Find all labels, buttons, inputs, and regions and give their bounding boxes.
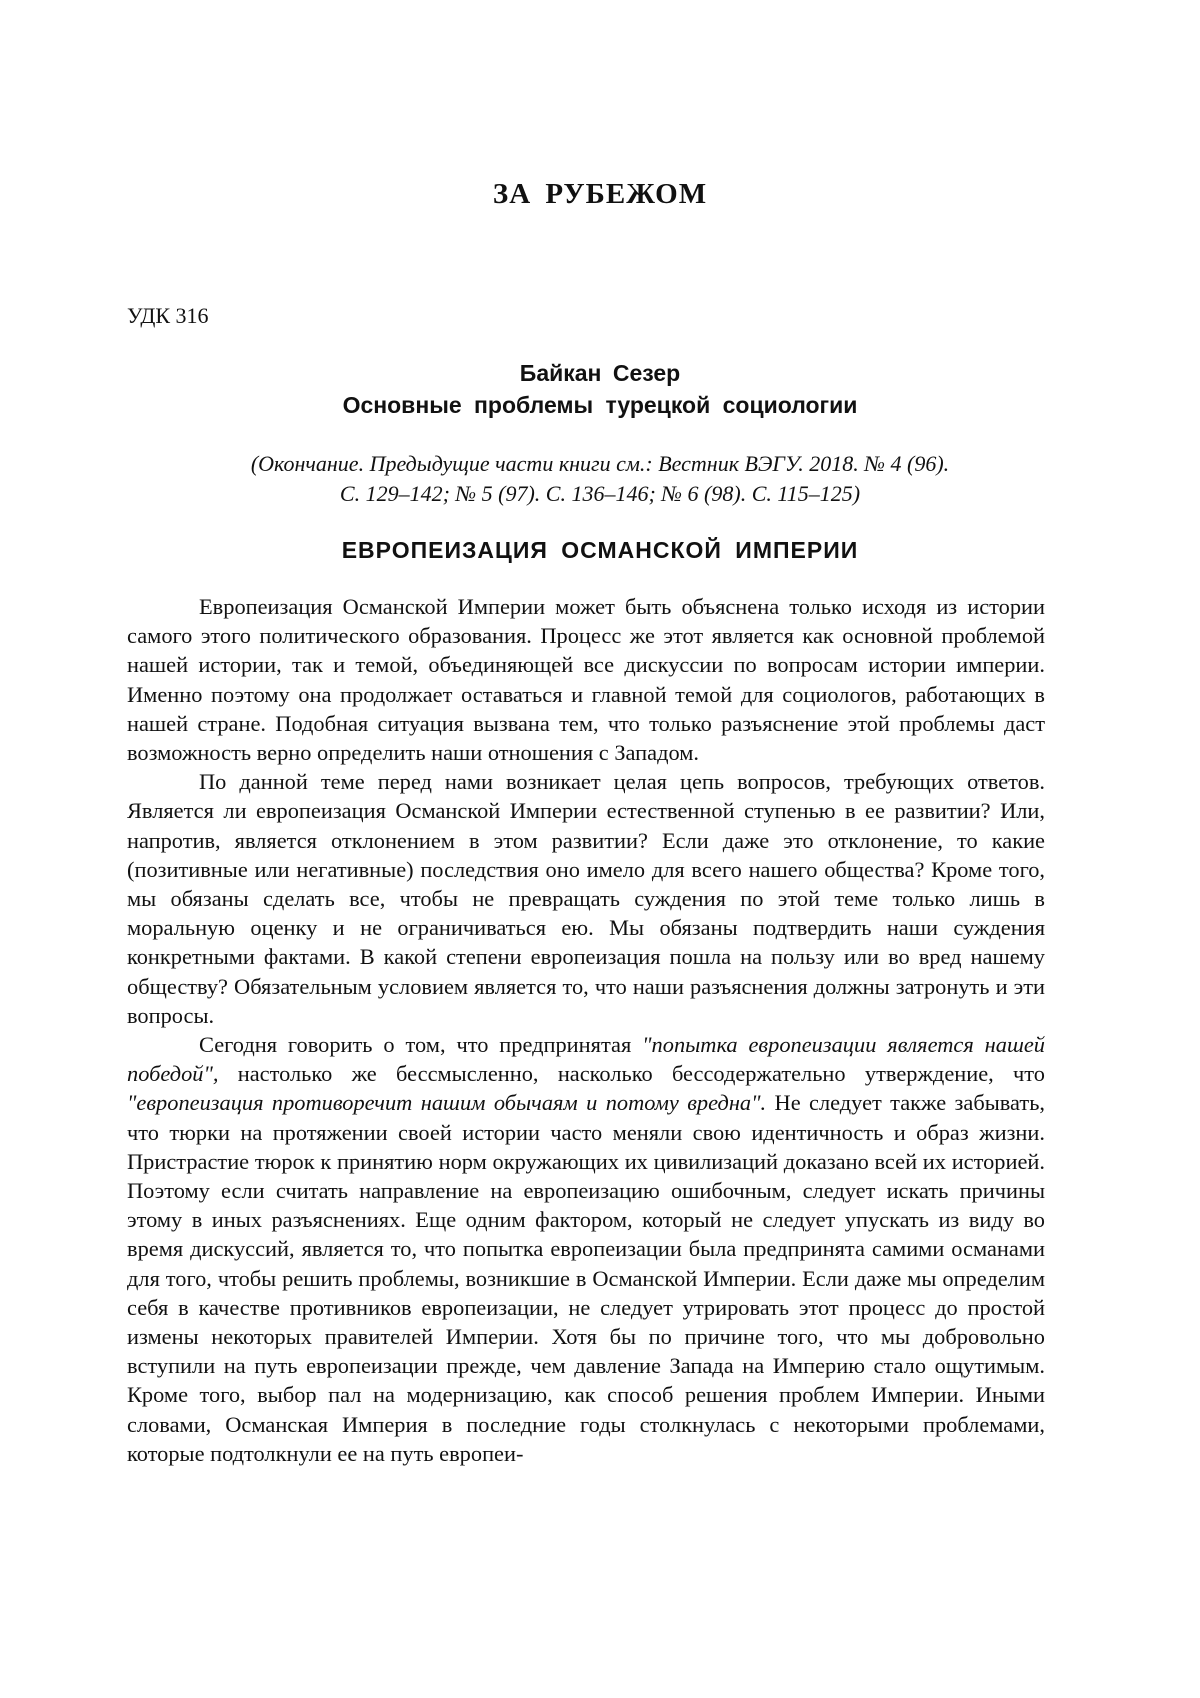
chapter-title: ЕВРОПЕИЗАЦИЯ ОСМАНСКОЙ ИМПЕРИИ: [341, 537, 859, 563]
paragraph-3-part-a: Сегодня говорить о том, что предпринятая: [199, 1032, 643, 1058]
paragraph-3-part-b: настолько же бессмысленно, насколько бессодержательно утверждение, что: [218, 1061, 1045, 1087]
article-author: Байкан Сезер: [519, 360, 681, 386]
article-body: [127, 592, 1045, 1468]
paragraph-2: По данной теме перед нами возникает целая цепь вопросов, требующих ответов. Является ли европеизация Османской Империи естественной ступенью в ее развитии? Или, напротив, является отклонением в этом развитии? Если даже это отклонение, то какие (позитивные или негативные) последствия оно имело для всего нашего общества? Кроме того, мы обязаны сделать все, чтобы не превращать суждения по этой теме только лишь в моральную оценку и не ограничиваться ею. Мы обязаны подтвердить наши суждения конкретными фактами. В какой степени европеизация пошла на пользу или во вред нашему обществу? Обязательным условием является то, что наши разъяснения должны затронуть и эти вопросы.: [127, 769, 1045, 1028]
udk-code: УДК 316: [127, 303, 209, 328]
paragraph-3: [127, 1030, 1045, 1468]
paragraph-3-quote-1: "попытка европеизации является нашей победой",: [127, 1032, 1045, 1087]
continuation-note: [0, 449, 1200, 509]
paragraph-3-quote-2: "европеизация противоречит нашим обычаям и потому вредна".: [127, 1090, 767, 1116]
continuation-note-line-1: (Окончание. Предыдущие части книги см.: Вестник ВЭГУ. 2018. № 4 (96).: [250, 451, 950, 476]
paragraph-1: Европеизация Османской Империи может быть объяснена только исходя из истории самого этого политического образования. Процесс же этот является как основной проблемой нашей истории, так и темой, объединяющей все дискуссии по вопросам истории империи. Именно поэтому она продолжает оставаться и главной темой для социологов, работающих в нашей стране. Подобная ситуация вызвана тем, что только разъяснение этой проблемы даст возможность верно определить наши отношения с Западом.: [127, 594, 1045, 766]
paragraph-3-part-c: Не следует также забывать, что тюрки на протяжении своей истории часто меняли свою идентичность и образ жизни. Пристрастие тюрок к принятию норм окружающих их цивилизаций доказано всей их историей. Поэтому если считать направление на европеизацию ошибочным, следует искать причины этому в иных разъяснениях. Еще одним фактором, который не следует упускать из виду во время дискуссий, является то, что попытка европеизации была предпринята самими османами для того, чтобы решить проблемы, возникшие в Османской Империи. Если даже мы определим себя в качестве противников европеизации, не следует утрировать этот процесс до простой измены некоторых правителей Империи. Хотя бы по причине того, что мы добровольно вступили на путь европеизации прежде, чем давление Запада на Империю стало ощутимым. Кроме того, выбор пал на модернизацию, как способ решения проблем Империи. Иными словами, Османская Империя в последние годы столкнулась с некоторыми проблемами, которые подтолкнули ее на путь европеи-: [127, 1090, 1046, 1466]
article-title: Основные проблемы турецкой социологии: [342, 392, 858, 418]
section-title: ЗА РУБЕЖОМ: [492, 178, 708, 210]
continuation-note-line-2: С. 129–142; № 5 (97). С. 136–146; № 6 (98). С. 115–125): [339, 481, 861, 506]
